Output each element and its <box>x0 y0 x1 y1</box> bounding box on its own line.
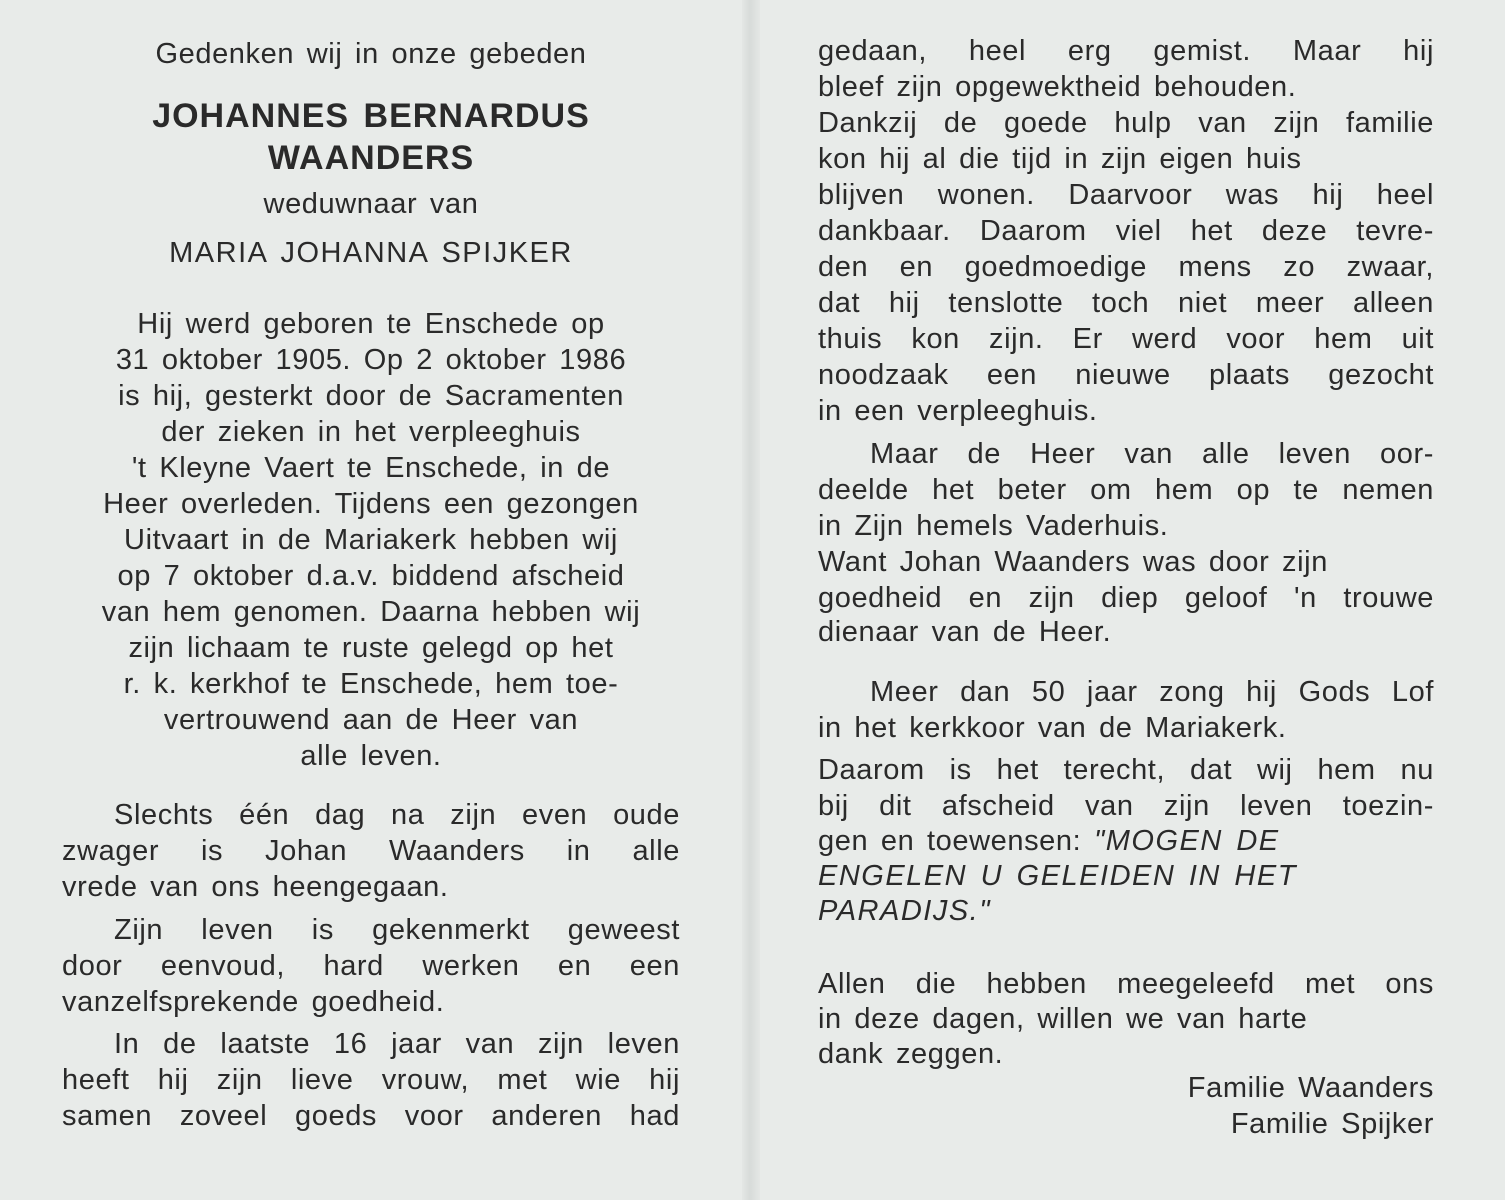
text-line: Daarom is het terecht, dat wij hem nu <box>818 754 1434 786</box>
text-line: blijven wonen. Daarvoor was hij heel <box>818 179 1434 211</box>
quote-text: "MOGEN DE <box>1093 825 1280 857</box>
spouse-name: MARIA JOHANNA SPIJKER <box>169 237 573 269</box>
text-line: Dankzij de goede hulp van zijn familie <box>818 107 1434 139</box>
text-line: 31 oktober 1905. Op 2 oktober 1986 <box>115 344 627 376</box>
text-line: deelde het beter om hem op te nemen <box>818 474 1434 506</box>
text-line: thuis kon zijn. Er werd voor hem uit <box>818 323 1434 355</box>
text-line: in een verpleeghuis. <box>818 395 1098 427</box>
text-line: dank zeggen. <box>818 1038 1004 1070</box>
text-line: Allen die hebben meegeleefd met ons <box>818 968 1434 1000</box>
text-line: Zijn leven is gekenmerkt geweest <box>114 914 680 946</box>
text-line: op 7 oktober d.a.v. biddend afscheid <box>117 560 625 592</box>
card-fold <box>742 0 760 1200</box>
text-line: Uitvaart in de Mariakerk hebben wij <box>124 524 618 556</box>
text-line: heeft hij zijn lieve vrouw, met wie hij <box>62 1064 680 1096</box>
text-line: dat hij tenslotte toch niet meer alleen <box>818 287 1434 319</box>
signature-waanders: Familie Waanders <box>1187 1072 1434 1104</box>
text-line: samen zoveel goeds voor anderen had <box>62 1100 680 1132</box>
text-line: is hij, gesterkt door de Sacramenten <box>118 380 624 412</box>
text-line: bij dit afscheid van zijn leven toezin- <box>818 790 1434 822</box>
text-line: Slechts één dag na zijn even oude <box>114 799 680 831</box>
text-line: Heer overleden. Tijdens een gezongen <box>103 488 639 520</box>
text-line: zijn lichaam te ruste gelegd op het <box>128 632 614 664</box>
text-line: vertrouwend aan de Heer van <box>163 704 579 736</box>
text-line: Meer dan 50 jaar zong hij Gods Lof <box>870 676 1434 708</box>
relation-text: weduwnaar van <box>263 188 479 220</box>
quote-line-1 <box>818 823 1434 859</box>
text-line: noodzaak een nieuwe plaats gezocht <box>818 359 1434 391</box>
text-line: gedaan, heel erg gemist. Maar hij <box>818 35 1434 67</box>
text-line: goedheid en zijn diep geloof 'n trouwe <box>818 582 1434 614</box>
text-line: vanzelfsprekende goedheid. <box>62 986 445 1018</box>
text-line: r. k. kerkhof te Enschede, hem toe- <box>123 668 619 700</box>
text-line: van hem genomen. Daarna hebben wij <box>101 596 641 628</box>
text-line: 't Kleyne Vaert te Enschede, in de <box>131 452 611 484</box>
text-line: Maar de Heer van alle leven oor- <box>870 438 1434 470</box>
intro-text: Gedenken wij in onze gebeden <box>155 38 587 70</box>
text-line: kon hij al die tijd in zijn eigen huis <box>818 143 1302 175</box>
text-line: door eenvoud, hard werken en een <box>62 950 680 982</box>
text-line: alle leven. <box>300 740 442 772</box>
text-line: bleef zijn opgewektheid behouden. <box>818 71 1297 103</box>
text-line: dankbaar. Daarom viel het deze tevre- <box>818 215 1434 247</box>
text-line: in het kerkkoor van de Mariakerk. <box>818 712 1287 744</box>
text-line: den en goedmoedige mens zo zwaar, <box>818 251 1434 283</box>
text-line: in deze dagen, willen we van harte <box>818 1003 1308 1035</box>
text-line: vrede van ons heengegaan. <box>62 871 449 903</box>
text-line: der zieken in het verpleeghuis <box>161 416 581 448</box>
quote-text: PARADIJS." <box>818 895 992 927</box>
text-line: in Zijn hemels Vaderhuis. <box>818 510 1169 542</box>
text-line: gen en toewensen: <box>818 825 1094 857</box>
text-line: zwager is Johan Waanders in alle <box>62 835 680 867</box>
text-line: dienaar van de Heer. <box>818 616 1112 648</box>
text-line: In de laatste 16 jaar van zijn leven <box>114 1028 680 1060</box>
signature-spijker: Familie Spijker <box>1230 1108 1434 1140</box>
deceased-name-line2: WAANDERS <box>267 139 475 177</box>
text-line: Want Johan Waanders was door zijn <box>818 546 1328 578</box>
deceased-name-line1: JOHANNES BERNARDUS <box>152 97 590 135</box>
quote-text: ENGELEN U GELEIDEN IN HET <box>818 860 1297 892</box>
text-line: Hij werd geboren te Enschede op <box>137 308 605 340</box>
